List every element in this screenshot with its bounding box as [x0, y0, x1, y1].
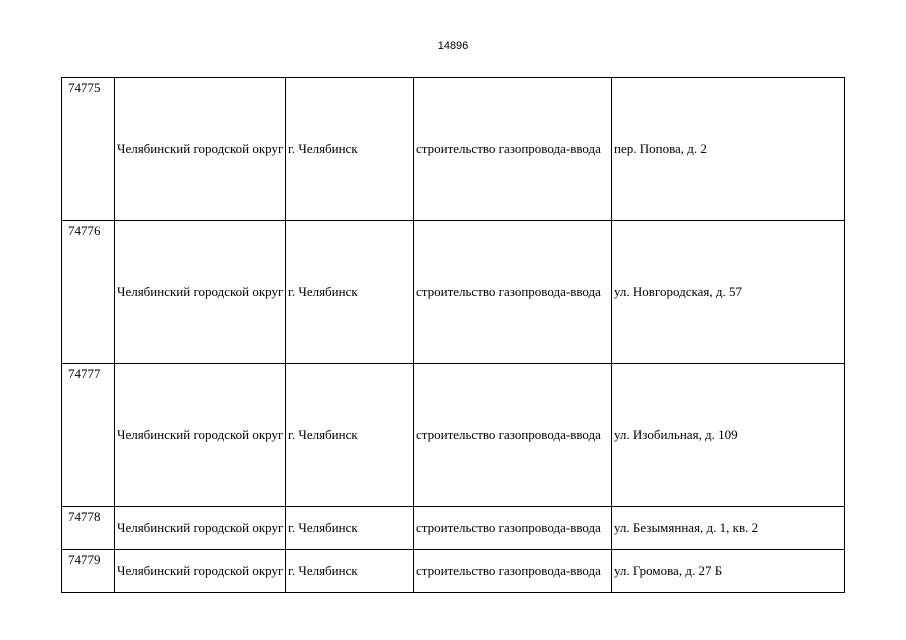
- row-number: 74779: [62, 550, 115, 593]
- table-row: [62, 78, 845, 221]
- page-number: 14896: [437, 40, 469, 52]
- address-cell: ул. Изобильная, д. 109: [612, 364, 845, 507]
- locality-cell: г. Челябинск: [286, 550, 414, 593]
- row-number: 74776: [62, 221, 115, 364]
- district-cell: Челябинский городской округ: [115, 550, 286, 593]
- work-cell: строительство газопровода-ввода: [414, 364, 612, 507]
- row-number: 74775: [62, 78, 115, 221]
- locality-cell: г. Челябинск: [286, 221, 414, 364]
- row-number: 74777: [62, 364, 115, 507]
- row-number: 74778: [62, 507, 115, 550]
- work-cell: строительство газопровода-ввода: [414, 550, 612, 593]
- table-row: [62, 364, 845, 507]
- district-cell: Челябинский городской округ: [115, 364, 286, 507]
- locality-cell: г. Челябинск: [286, 78, 414, 221]
- work-cell: строительство газопровода-ввода: [414, 221, 612, 364]
- locality-cell: г. Челябинск: [286, 364, 414, 507]
- work-cell: строительство газопровода-ввода: [414, 78, 612, 221]
- table-row: [62, 221, 845, 364]
- district-cell: Челябинский городской округ: [115, 221, 286, 364]
- address-cell: ул. Безымянная, д. 1, кв. 2: [612, 507, 845, 550]
- district-cell: Челябинский городской округ: [115, 507, 286, 550]
- address-cell: ул. Громова, д. 27 Б: [612, 550, 845, 593]
- objects-table: [61, 77, 845, 593]
- district-cell: Челябинский городской округ: [115, 78, 286, 221]
- locality-cell: г. Челябинск: [286, 507, 414, 550]
- table-row: [62, 507, 845, 550]
- work-cell: строительство газопровода-ввода: [414, 507, 612, 550]
- address-cell: ул. Новгородская, д. 57: [612, 221, 845, 364]
- address-cell: пер. Попова, д. 2: [612, 78, 845, 221]
- table-row: [62, 550, 845, 593]
